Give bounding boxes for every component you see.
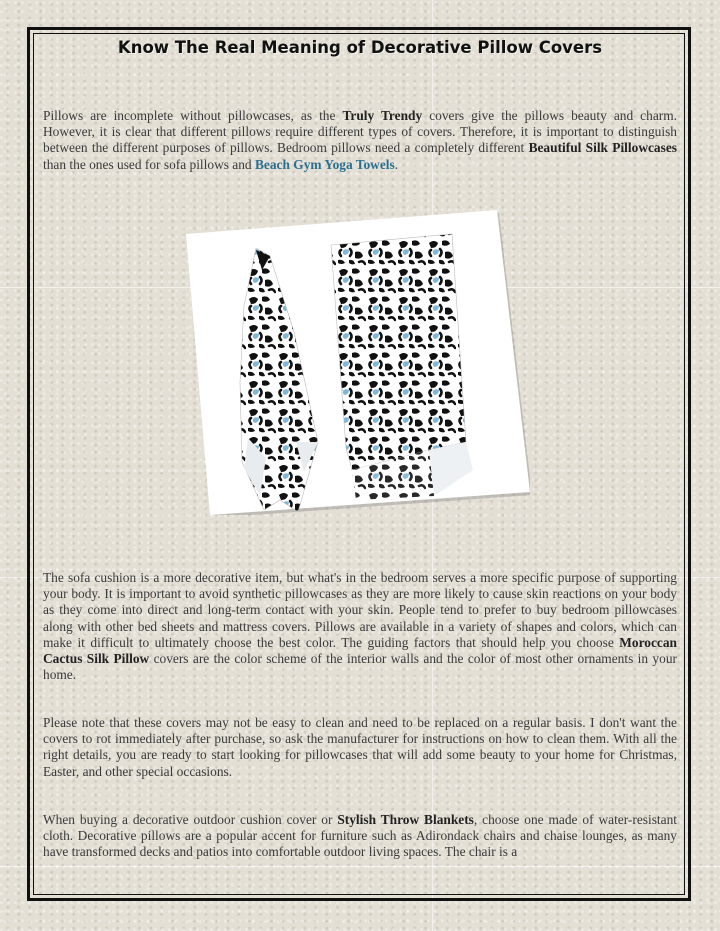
- text-span: covers are the color scheme of the interior walls and the color of most other ornaments in your home.: [43, 651, 677, 683]
- text-span: Please note that these covers may not be easy to clean and need to be replaced on a regular basis. I don't want the covers to rot immediately after purchase, so ask the manufacturer for instructions on how to clean them. With all the right details, you are ready to start looking for pillowcases that will add some beauty to your home for Christmas, Easter, and other special occasions.: [43, 715, 677, 779]
- bold-keyword: Moroccan Cactus Silk Pillow: [43, 634, 677, 667]
- leopard-towels-photo: [186, 210, 530, 515]
- outdoor-cover-paragraph: [43, 812, 677, 861]
- bold-keyword: Beautiful Silk Pillowcases: [528, 140, 677, 156]
- bold-keyword: Truly Trendy: [342, 108, 423, 123]
- text-span: When buying a decorative outdoor cushion cover or: [43, 812, 338, 827]
- text-span: .: [394, 156, 399, 172]
- text-span: , choose one made of water-resistant cloth. Decorative pillows are a popular accent for furniture such as Adirondack chairs and chaise lounges, as many have transformed decks and patios into comfortable outdoor living spaces. The chair is a: [43, 812, 678, 860]
- text-span: than the ones used for sofa pillows and: [43, 156, 255, 172]
- cleaning-paragraph: [43, 715, 677, 780]
- sofa-cushion-paragraph: [43, 570, 677, 683]
- text-span: covers give the pillows beauty and charm. However, it is clear that different pillows require different types of covers. Therefore, it is important to distinguish between the different purposes of pillows. Bedroom pillows need a completely different: [43, 108, 677, 156]
- intro-paragraph: [43, 108, 677, 173]
- text-span: Pillows are incomplete without pillowcases, as the: [43, 108, 343, 123]
- text-span: The sofa cushion is a more decorative item, but what's in the bedroom serves a more specific purpose of supporting your body. It is important to avoid synthetic pillowcases as they are more likely to cause skin reactions on your body as they come into direct and long-term contact with your skin. People tend to prefer to buy bedroom pillowcases along with other bed sheets and mattress covers. Pillows are available in a variety of shapes and colors, which can make it difficult to ultimately choose the best color. The guiding factors that should help you choose: [43, 570, 677, 650]
- beach-gym-yoga-towels-link[interactable]: Beach Gym Yoga Towels: [254, 156, 395, 172]
- page-title: Know The Real Meaning of Decorative Pillow Covers: [117, 38, 603, 57]
- bold-keyword: Stylish Throw Blankets: [337, 812, 474, 827]
